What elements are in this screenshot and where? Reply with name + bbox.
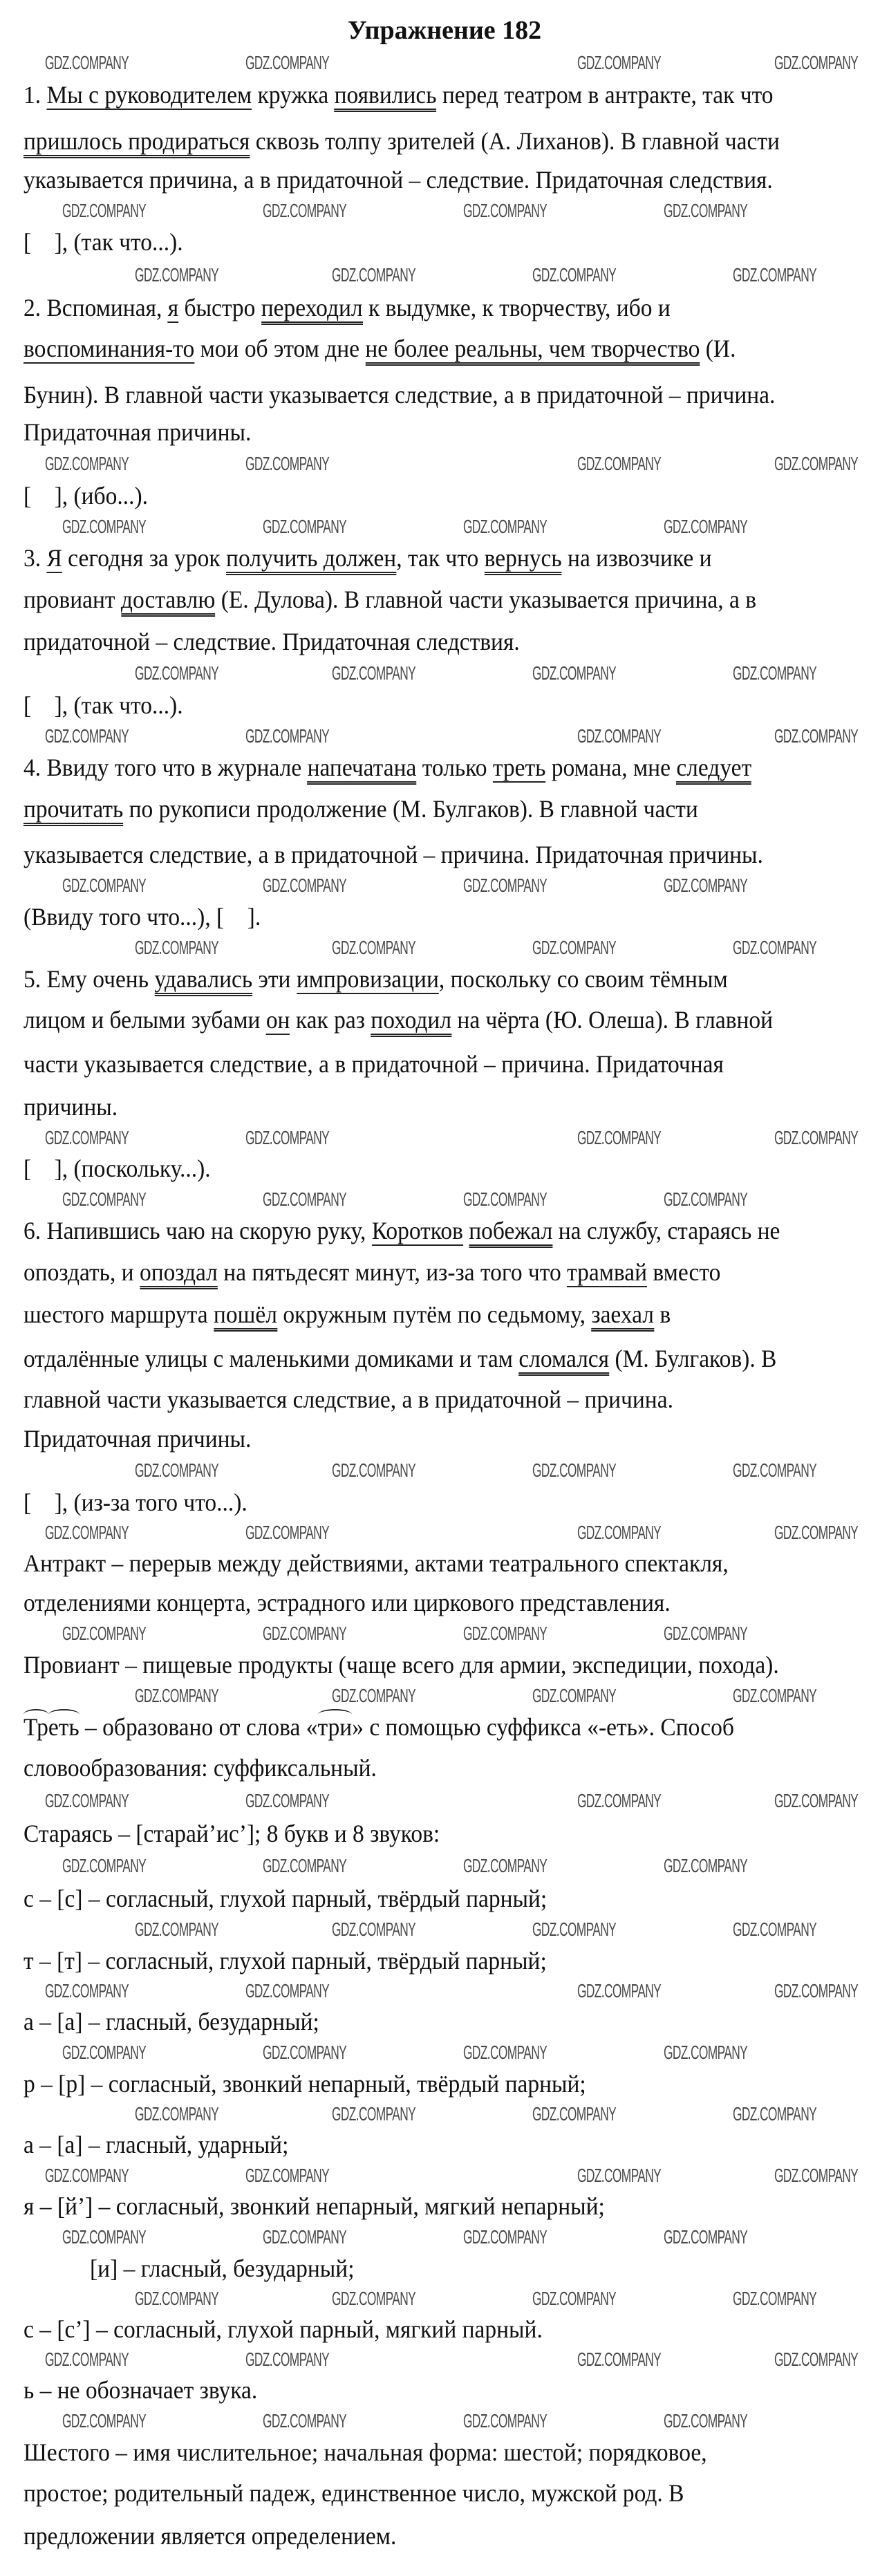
watermark: GDZ.COMPANY bbox=[733, 662, 817, 684]
text-line bbox=[24, 2069, 586, 2099]
text-line bbox=[24, 1384, 673, 1415]
text-line bbox=[24, 1883, 547, 1914]
text-line bbox=[24, 1153, 211, 1184]
text-segment: (И. bbox=[700, 335, 736, 362]
watermark: GDZ.COMPANY bbox=[263, 2226, 347, 2248]
watermark: GDZ.COMPANY bbox=[733, 1459, 817, 1481]
text-line bbox=[24, 2006, 319, 2037]
watermark: GDZ.COMPANY bbox=[62, 2226, 147, 2248]
text-segment: на чёрта (Ю. Олеша). В главной bbox=[451, 1006, 774, 1034]
watermark: GDZ.COMPANY bbox=[577, 1980, 662, 2001]
text-segment: а – [а] – гласный, безударный; bbox=[24, 2008, 319, 2035]
text-segment: Антракт – перерыв между действиями, актами театрального спектакля, bbox=[24, 1549, 729, 1577]
watermark: GDZ.COMPANY bbox=[463, 2226, 548, 2248]
watermark: GDZ.COMPANY bbox=[135, 1919, 219, 1940]
text-line bbox=[24, 2437, 707, 2467]
text-segment: отдалённые улицы с маленькими домиками и там bbox=[24, 1345, 519, 1372]
text-line bbox=[24, 80, 774, 110]
text-line bbox=[24, 626, 520, 657]
predicate-underlined: пришлось продираться bbox=[24, 127, 250, 158]
text-segment: на пятьдесят минут, из-за того что bbox=[217, 1258, 568, 1286]
subject-underlined: Коротков bbox=[371, 1217, 463, 1244]
text-line bbox=[24, 1257, 720, 1287]
text-segment: провиант bbox=[24, 586, 121, 613]
text-segment: указывается следствие, а в придаточной – причина. Придаточная причины. bbox=[24, 841, 763, 868]
text-line bbox=[24, 1548, 729, 1578]
watermark: GDZ.COMPANY bbox=[774, 2349, 859, 2370]
watermark: GDZ.COMPANY bbox=[532, 937, 617, 958]
text-line bbox=[24, 227, 183, 257]
watermark: GDZ.COMPANY bbox=[135, 2103, 219, 2125]
watermark: GDZ.COMPANY bbox=[45, 453, 129, 474]
watermark: GDZ.COMPANY bbox=[62, 2042, 147, 2063]
watermark: GDZ.COMPANY bbox=[774, 1790, 859, 1811]
text-line bbox=[24, 752, 751, 783]
text-segment: [ ], (так что...). bbox=[24, 228, 183, 256]
watermark: GDZ.COMPANY bbox=[532, 1919, 617, 1940]
predicate-underlined: следует bbox=[676, 754, 751, 785]
text-segment: по рукописи продолжение (М. Булгаков). В главной части bbox=[123, 795, 698, 823]
text-segment: сквозь толпу зрителей (А. Лиханов). В главной части bbox=[250, 127, 780, 155]
watermark: GDZ.COMPANY bbox=[245, 725, 330, 747]
watermark: GDZ.COMPANY bbox=[263, 516, 347, 537]
watermark: GDZ.COMPANY bbox=[135, 1459, 219, 1481]
watermark: GDZ.COMPANY bbox=[263, 1188, 347, 1210]
watermark: GDZ.COMPANY bbox=[263, 200, 347, 221]
text-line bbox=[24, 839, 763, 870]
watermark: GDZ.COMPANY bbox=[62, 2410, 147, 2432]
text-segment: 1. bbox=[24, 81, 47, 109]
text-segment: [ ], (из-за того что...). bbox=[24, 1488, 247, 1516]
predicate-underlined: напечатана bbox=[308, 754, 417, 785]
watermark: GDZ.COMPANY bbox=[332, 1685, 416, 1706]
watermark: GDZ.COMPANY bbox=[532, 2288, 617, 2309]
subject-underlined: я bbox=[167, 294, 179, 321]
text-line bbox=[24, 2478, 684, 2508]
text-segment: Стараясь – [старай’ис’]; 8 букв и 8 звуков: bbox=[24, 1820, 440, 1847]
text-segment: как раз bbox=[290, 1006, 371, 1034]
text-segment: Провиант – пищевые продукты (чаще всего для армии, экспедиции, похода). bbox=[24, 1651, 779, 1679]
text-line bbox=[24, 2375, 257, 2405]
predicate-underlined: удавались bbox=[154, 965, 252, 996]
watermark: GDZ.COMPANY bbox=[245, 1790, 330, 1811]
text-line bbox=[24, 1092, 118, 1122]
watermark: GDZ.COMPANY bbox=[245, 1522, 330, 1543]
text-segment: вместо bbox=[647, 1258, 721, 1286]
text-line bbox=[24, 2314, 543, 2344]
watermark: GDZ.COMPANY bbox=[332, 1459, 416, 1481]
text-segment: т – [т] – согласный, глухой парный, твёрдый парный; bbox=[24, 1947, 547, 1975]
text-segment: причины. bbox=[24, 1093, 118, 1121]
watermark: GDZ.COMPANY bbox=[664, 2042, 748, 2063]
text-segment: [ ], (поскольку...). bbox=[24, 1155, 211, 1182]
text-segment: указывается причина, а в придаточной – следствие. Придаточная следствия. bbox=[24, 166, 773, 194]
text-segment: ь – не обозначает звука. bbox=[24, 2376, 258, 2404]
watermark: GDZ.COMPANY bbox=[62, 1855, 147, 1876]
watermark: GDZ.COMPANY bbox=[463, 2042, 548, 2063]
text-segment: только bbox=[416, 754, 493, 781]
subject-underlined: Я bbox=[46, 544, 62, 572]
watermark: GDZ.COMPANY bbox=[664, 200, 748, 221]
text-segment: , поскольку со своим тёмным bbox=[438, 965, 728, 993]
watermark: GDZ.COMPANY bbox=[532, 662, 617, 684]
watermark: GDZ.COMPANY bbox=[245, 1980, 330, 2001]
text-segment: Шестого – имя числительное; начальная форма: шестой; порядковое, bbox=[24, 2438, 707, 2466]
watermark: GDZ.COMPANY bbox=[733, 1685, 817, 1706]
text-line bbox=[24, 1049, 724, 1079]
watermark: GDZ.COMPANY bbox=[733, 1919, 817, 1940]
watermark: GDZ.COMPANY bbox=[774, 453, 859, 474]
predicate-underlined: сломался bbox=[518, 1345, 609, 1376]
text-line bbox=[24, 333, 736, 364]
text-segment: Бунин). В главной части указывается следствие, а в придаточной – причина. bbox=[24, 381, 776, 409]
text-segment: Придаточная причины. bbox=[24, 1425, 252, 1453]
watermark: GDZ.COMPANY bbox=[463, 2410, 548, 2432]
text-segment: р – [р] – согласный, звонкий непарный, твёрдый парный; bbox=[24, 2070, 586, 2098]
text-segment: а – [а] – гласный, ударный; bbox=[24, 2131, 289, 2158]
watermark: GDZ.COMPANY bbox=[774, 1980, 859, 2001]
text-line bbox=[24, 165, 773, 195]
text-segment: эти bbox=[252, 965, 297, 993]
text-segment: кружка bbox=[252, 81, 335, 109]
watermark: GDZ.COMPANY bbox=[62, 1623, 147, 1644]
text-segment bbox=[463, 1217, 469, 1244]
watermark: GDZ.COMPANY bbox=[45, 2165, 129, 2186]
predicate-underlined: вернусь bbox=[485, 544, 562, 575]
text-segment: на извозчике и bbox=[561, 544, 712, 572]
text-segment: с – [с’] – согласный, глухой парный, мягкий парный. bbox=[24, 2315, 543, 2343]
watermark: GDZ.COMPANY bbox=[463, 200, 548, 221]
watermark: GDZ.COMPANY bbox=[135, 662, 219, 684]
watermark: GDZ.COMPANY bbox=[135, 264, 219, 286]
text-line bbox=[24, 902, 261, 932]
text-line bbox=[24, 480, 148, 511]
watermark: GDZ.COMPANY bbox=[664, 2410, 748, 2432]
text-line bbox=[24, 1424, 251, 1454]
text-segment: простое; родительный падеж, единственное число, мужской род. В bbox=[24, 2479, 684, 2507]
watermark: GDZ.COMPANY bbox=[463, 516, 548, 537]
text-line bbox=[24, 2521, 396, 2551]
text-segment: сегодня за урок bbox=[62, 544, 227, 572]
watermark: GDZ.COMPANY bbox=[332, 264, 416, 286]
watermark: GDZ.COMPANY bbox=[245, 2165, 330, 2186]
text-line bbox=[24, 2191, 605, 2221]
watermark: GDZ.COMPANY bbox=[774, 52, 859, 73]
text-line bbox=[24, 1945, 547, 1976]
watermark: GDZ.COMPANY bbox=[774, 2165, 859, 2186]
watermark: GDZ.COMPANY bbox=[263, 1855, 347, 1876]
predicate-underlined: доставлю bbox=[121, 586, 215, 617]
text-line bbox=[24, 292, 671, 323]
morpheme-marked: еть bbox=[48, 1713, 79, 1741]
text-line bbox=[24, 1487, 247, 1518]
watermark: GDZ.COMPANY bbox=[245, 52, 330, 73]
watermark: GDZ.COMPANY bbox=[45, 52, 129, 73]
text-segment: к выдумке, к творчеству, ибо и bbox=[362, 294, 671, 321]
watermark: GDZ.COMPANY bbox=[577, 1127, 662, 1148]
watermark: GDZ.COMPANY bbox=[45, 1522, 129, 1543]
text-segment: шестого маршрута bbox=[24, 1300, 214, 1328]
watermark: GDZ.COMPANY bbox=[577, 2165, 662, 2186]
watermark: GDZ.COMPANY bbox=[463, 875, 548, 896]
text-segment: 6. Напившись чаю на скорую руку, bbox=[24, 1217, 372, 1244]
text-segment: Придаточная причины. bbox=[24, 418, 252, 446]
watermark: GDZ.COMPANY bbox=[733, 937, 817, 958]
watermark: GDZ.COMPANY bbox=[463, 1623, 548, 1644]
text-line bbox=[24, 1650, 779, 1680]
subject-underlined: он bbox=[265, 1006, 290, 1034]
watermark: GDZ.COMPANY bbox=[135, 1685, 219, 1706]
subject-underlined: Мы с руководителем bbox=[46, 81, 252, 109]
watermark: GDZ.COMPANY bbox=[664, 875, 748, 896]
subject-underlined: воспоминания-то bbox=[24, 335, 195, 362]
watermark: GDZ.COMPANY bbox=[45, 1790, 129, 1811]
watermark: GDZ.COMPANY bbox=[463, 1188, 548, 1210]
text-line bbox=[24, 380, 775, 410]
watermark: GDZ.COMPANY bbox=[577, 52, 662, 73]
watermark: GDZ.COMPANY bbox=[577, 2349, 662, 2370]
text-segment: главной части указывается следствие, а в придаточной – причина. bbox=[24, 1385, 673, 1413]
text-segment: предложении является определением. bbox=[24, 2522, 397, 2550]
text-segment: придаточной – следствие. Придаточная следствия. bbox=[24, 628, 520, 655]
page-title: Упражнение 182 bbox=[347, 16, 542, 45]
text-line bbox=[24, 1343, 776, 1374]
text-segment: мои об этом дне bbox=[194, 335, 366, 362]
watermark: GDZ.COMPANY bbox=[774, 1522, 859, 1543]
text-line bbox=[24, 1587, 671, 1618]
watermark: GDZ.COMPANY bbox=[463, 1855, 548, 1876]
watermark: GDZ.COMPANY bbox=[774, 725, 859, 747]
watermark: GDZ.COMPANY bbox=[577, 1522, 662, 1543]
watermark: GDZ.COMPANY bbox=[332, 937, 416, 958]
watermark: GDZ.COMPANY bbox=[45, 1980, 129, 2001]
watermark: GDZ.COMPANY bbox=[332, 2103, 416, 2125]
watermark: GDZ.COMPANY bbox=[263, 1623, 347, 1644]
watermark: GDZ.COMPANY bbox=[733, 264, 817, 286]
morpheme-marked: три bbox=[317, 1713, 353, 1741]
text-segment: опоздать, и bbox=[24, 1258, 140, 1286]
watermark: GDZ.COMPANY bbox=[532, 264, 617, 286]
watermark: GDZ.COMPANY bbox=[577, 1790, 662, 1811]
watermark: GDZ.COMPANY bbox=[245, 453, 330, 474]
text-segment: (М. Булгаков). В bbox=[609, 1345, 777, 1372]
predicate-underlined: опоздал bbox=[140, 1258, 218, 1289]
watermark: GDZ.COMPANY bbox=[62, 200, 147, 221]
text-line bbox=[24, 1005, 773, 1035]
watermark: GDZ.COMPANY bbox=[245, 2349, 330, 2370]
text-segment: словообразования: суффиксальный. bbox=[24, 1754, 377, 1782]
predicate-underlined: походил bbox=[371, 1006, 451, 1037]
watermark: GDZ.COMPANY bbox=[733, 2103, 817, 2125]
watermark: GDZ.COMPANY bbox=[577, 453, 662, 474]
text-segment: я – [й’] – согласный, звонкий непарный, мягкий непарный; bbox=[24, 2192, 605, 2220]
text-line bbox=[24, 2129, 288, 2160]
predicate-underlined: получить должен bbox=[226, 544, 396, 575]
text-segment: (Ввиду того что...), [ ]. bbox=[24, 903, 261, 931]
watermark: GDZ.COMPANY bbox=[532, 1685, 617, 1706]
text-segment: перед театром в антракте, так что bbox=[436, 81, 774, 109]
text-segment: отделениями концерта, эстрадного или циркового представления. bbox=[24, 1589, 671, 1616]
text-line bbox=[24, 1712, 734, 1742]
text-segment: быстро bbox=[178, 294, 261, 321]
text-segment: [и] – гласный, безударный; bbox=[90, 2255, 355, 2282]
text-segment: [ ], (так что...). bbox=[24, 691, 183, 719]
text-line bbox=[24, 1818, 440, 1849]
watermark: GDZ.COMPANY bbox=[135, 937, 219, 958]
subject-underlined: импровизации bbox=[296, 965, 439, 993]
watermark: GDZ.COMPANY bbox=[263, 2410, 347, 2432]
watermark: GDZ.COMPANY bbox=[263, 2042, 347, 2063]
morpheme-marked: Тр bbox=[24, 1713, 48, 1741]
text-segment: части указывается следствие, а в придаточной – причина. Придаточная bbox=[24, 1050, 724, 1078]
text-line bbox=[24, 1215, 780, 1246]
watermark: GDZ.COMPANY bbox=[733, 2288, 817, 2309]
watermark: GDZ.COMPANY bbox=[45, 1127, 129, 1148]
text-segment: 5. Ему очень bbox=[24, 965, 155, 993]
watermark: GDZ.COMPANY bbox=[664, 2226, 748, 2248]
watermark: GDZ.COMPANY bbox=[62, 1188, 147, 1210]
watermark: GDZ.COMPANY bbox=[245, 1127, 330, 1148]
predicate-underlined: не более реальны, чем творчество bbox=[365, 335, 700, 366]
text-segment: [ ], (ибо...). bbox=[24, 482, 148, 510]
watermark: GDZ.COMPANY bbox=[62, 875, 147, 896]
text-segment: (Е. Дулова). В главной части указывается причина, а в bbox=[215, 586, 757, 613]
text-segment: 2. Вспоминая, bbox=[24, 294, 168, 321]
watermark: GDZ.COMPANY bbox=[532, 2103, 617, 2125]
subject-underlined: трамвай bbox=[567, 1258, 648, 1286]
watermark: GDZ.COMPANY bbox=[664, 1623, 748, 1644]
text-segment: 3. bbox=[24, 544, 47, 572]
watermark: GDZ.COMPANY bbox=[45, 725, 129, 747]
text-line bbox=[24, 584, 756, 615]
watermark: GDZ.COMPANY bbox=[664, 516, 748, 537]
watermark: GDZ.COMPANY bbox=[332, 662, 416, 684]
text-line bbox=[24, 126, 780, 156]
watermark: GDZ.COMPANY bbox=[62, 516, 147, 537]
watermark: GDZ.COMPANY bbox=[664, 1188, 748, 1210]
subject-underlined: треть bbox=[492, 754, 546, 781]
predicate-underlined: появились bbox=[335, 81, 437, 112]
predicate-underlined: побежал bbox=[469, 1217, 552, 1248]
text-line bbox=[24, 417, 251, 447]
predicate-underlined: заехал bbox=[591, 1300, 654, 1332]
text-line bbox=[24, 543, 712, 573]
watermark: GDZ.COMPANY bbox=[135, 2288, 219, 2309]
predicate-underlined: прочитать bbox=[24, 795, 123, 826]
text-line bbox=[24, 1753, 377, 1783]
text-segment: окружным путём по седьмому, bbox=[277, 1300, 592, 1328]
predicate-underlined: переходил bbox=[261, 294, 363, 325]
text-line bbox=[24, 794, 698, 824]
text-segment: » с помощью суффикса «-еть». Способ bbox=[352, 1713, 734, 1741]
watermark: GDZ.COMPANY bbox=[263, 875, 347, 896]
text-line bbox=[24, 1299, 671, 1329]
watermark: GDZ.COMPANY bbox=[664, 1855, 748, 1876]
text-line bbox=[24, 964, 728, 994]
watermark: GDZ.COMPANY bbox=[332, 1919, 416, 1940]
text-segment: романа, мне bbox=[545, 754, 677, 781]
watermark: GDZ.COMPANY bbox=[532, 1459, 617, 1481]
text-segment: лицом и белыми зубами bbox=[24, 1006, 266, 1034]
watermark: GDZ.COMPANY bbox=[332, 2288, 416, 2309]
watermark: GDZ.COMPANY bbox=[774, 1127, 859, 1148]
text-line bbox=[90, 2253, 355, 2284]
text-segment: в bbox=[654, 1300, 671, 1328]
watermark: GDZ.COMPANY bbox=[45, 2349, 129, 2370]
text-line bbox=[24, 690, 183, 720]
predicate-underlined: пошёл bbox=[214, 1300, 277, 1332]
text-segment: на службу, стараясь не bbox=[552, 1217, 780, 1244]
text-segment: 4. Ввиду того что в журнале bbox=[24, 754, 308, 781]
text-segment: – образовано от слова « bbox=[79, 1713, 318, 1741]
text-segment: , так что bbox=[396, 544, 485, 572]
watermark: GDZ.COMPANY bbox=[577, 725, 662, 747]
text-segment: с – [с] – согласный, глухой парный, твёрдый парный; bbox=[24, 1885, 548, 1912]
